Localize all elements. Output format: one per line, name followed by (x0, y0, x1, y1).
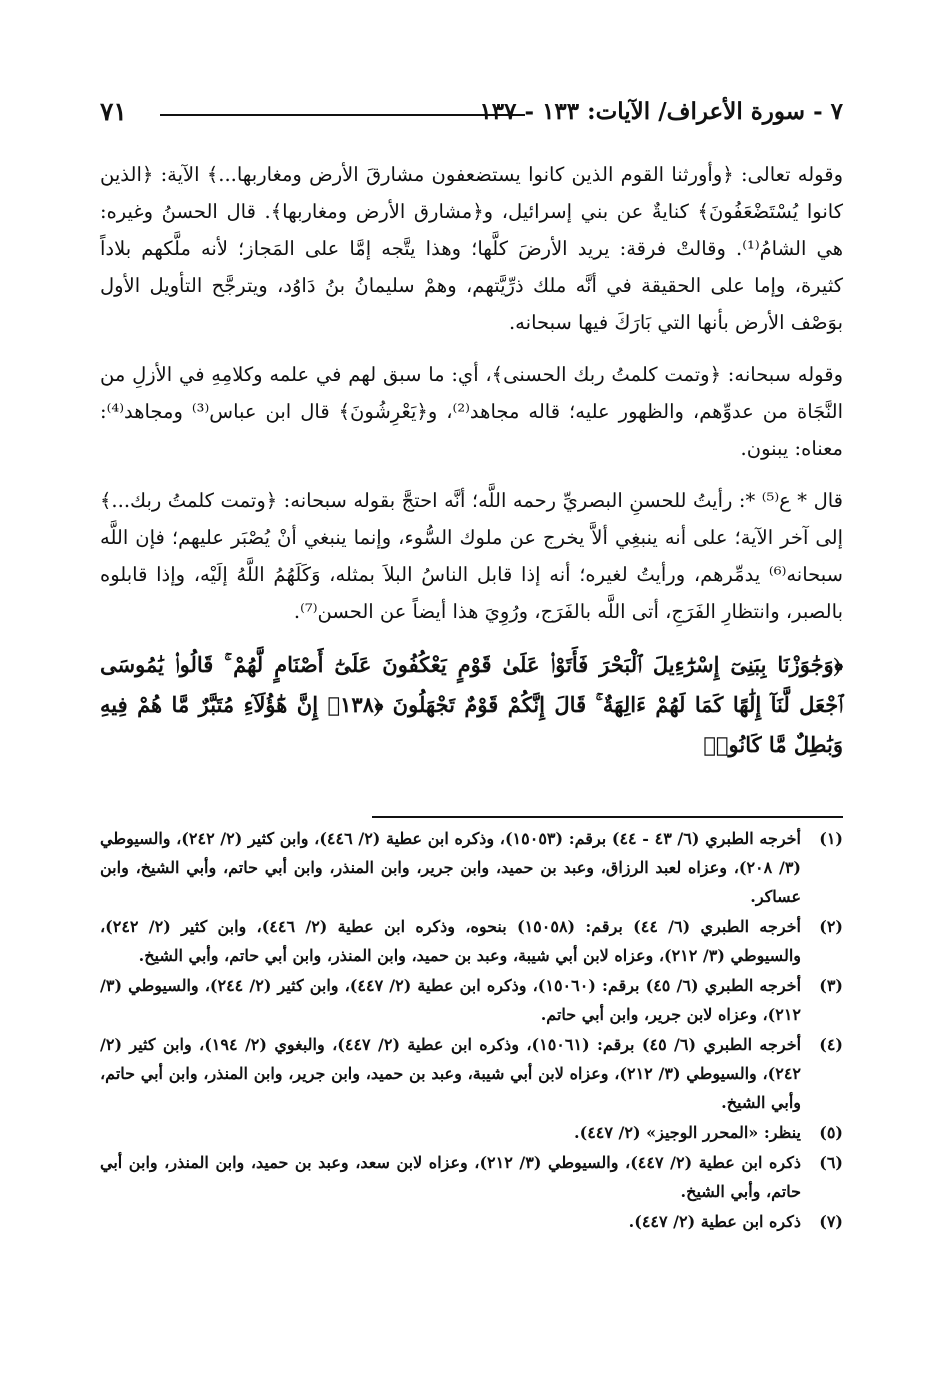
footnote (100, 971, 843, 1029)
paragraph: وقوله تعالى: ﴿وأورثنا القوم الذين كانوا يستضعفون مشارقَ الأرض ومغاربها...﴾ الآية: ﴿الذين كانوا يُسْتَضْعَفُونَ﴾ كنايةٌ عن بني إسرائيل، و﴿مشارق الأرض ومغاربها﴾. قال الحسنُ وغيره: هي الشامُ⁽¹⁾. وقالتْ فرقة: يريد الأرضَ كلَّها؛ وهذا يتَّجه إمَّا على المَجاز؛ لأنه ملَّكهم بلاداً كثيرة، وإما على الحقيقة في أنَّه ملك ذرِّيَّتهم، وهمْ سليمانُ بنُ دَاوُد، ويترجَّح التأويل الأول بوَصْف الأرض بأنها التي بَارَكَ فيها سبحانه. (100, 163, 843, 334)
paragraph: قال * ع⁽⁵⁾ *: رأيتُ للحسنِ البصريِّ رحمه اللَّه؛ أنَّه احتجَّ بقوله سبحانه: ﴿وتمت كلمتُ ربك...﴾ إلى آخر الآية؛ على أنه ينبغِي ألاَّ يخرج عن ملوك السُّوء، وإنما ينبغي أنْ يُصْبَر عليهم؛ فإن اللَّه سبحانه⁽⁶⁾ يدمِّرهم، ورأيتُ لغيره؛ أنه إذا قابل الناسُ البلاَ بمثله، وَكَلَهُمُ اللَّهُ إلَيْه، وإذا قابلوه بالصبر، وانتظارِ الفَرَجِ، أتى اللَّه بالفَرَج، ورُوِيَ هذا أيضاً عن الحسن⁽⁷⁾. (100, 489, 843, 623)
footnote (100, 912, 843, 970)
footnote-number: (٢) (819, 917, 843, 936)
main-text (100, 156, 843, 765)
footnote-number: (٧) (819, 1212, 843, 1231)
footnote (100, 1148, 843, 1206)
footnote-number: (٦) (819, 1153, 843, 1172)
footnote (100, 824, 843, 911)
page-number: ٧١ (100, 97, 127, 126)
footnotes (100, 824, 843, 1237)
footnote (100, 1207, 843, 1236)
footnote-number: (٥) (819, 1123, 843, 1142)
page-header (100, 92, 843, 132)
footnote-text: أخرجه الطبري (٦/ ٤٣ - ٤٤) برقم: (١٥٠٥٣)، وذكره ابن عطية (٢/ ٤٤٦)، وابن كثير (٢/ ٢٤٢)، والسيوطي (٣/ ٢٠٨)، وعزاه لعبد الرزاق، وعبد بن حميد، وابن جرير، وابن المنذر، وابن أبي حاتم، وأبي الشيخ، وابن عساكر. (100, 829, 802, 906)
footnote (100, 1030, 843, 1117)
footnote-text: أخرجه الطبري (٦/ ٤٥) برقم: (١٥٠٦٠)، وذكره ابن عطية (٢/ ٤٤٧)، وابن كثير (٢/ ٢٤٤)، والسيوطي (٣/ ٢١٢)، وعزاه لابن جرير، وابن أبي حاتم. (100, 976, 802, 1024)
footnote-number: (١) (819, 829, 843, 848)
footnote-number: (٣) (819, 976, 843, 995)
footnote-text: ذكره ابن عطية (٢/ ٤٤٧)، والسيوطي (٣/ ٢١٢)، وعزاه لابن سعد، وعبد بن حميد، وابن المنذر، وابن أبي حاتم، وأبي الشيخ. (100, 1153, 801, 1201)
footnote (100, 1118, 843, 1147)
footnote-number: (٤) (819, 1035, 843, 1054)
running-title: ٧ - سورة الأعراف/ الآيات: ١٣٣ - ١٣٧ (479, 98, 843, 125)
footnote-text: أخرجه الطبري (٦/ ٤٥) برقم: (١٥٠٦١)، وذكره ابن عطية (٢/ ٤٤٧)، والبغوي (٢/ ١٩٤)، وابن كثير (٢/ ٢٤٢)، والسيوطي (٣/ ٢١٢)، وعزاه لابن أبي شيبة، وعبد بن حميد، وابن جرير، وابن المنذر، وابن أبي حاتم، وأبي الشيخ. (100, 1035, 802, 1112)
header-rule (160, 114, 525, 116)
footnote-text: ينظر: «المحرر الوجيز» (٢/ ٤٤٧). (574, 1123, 801, 1142)
quran-verse: ﴿وَجَٰوَزْنَا بِبَنِىٓ إِسْرَٰٓءِيلَ ٱلْبَحْرَ فَأَتَوْا۟ عَلَىٰ قَوْمٍ يَعْكُفُونَ عَلَىٰٓ أَصْنَامٍ لَّهُمْ ۚ قَالُوا۟ يَٰمُوسَى ٱجْعَل لَّنَآ إِلَٰهًا كَمَا لَهُمْ ءَالِهَةٌ ۚ قَالَ إِنَّكُمْ قَوْمٌ تَجْهَلُونَ ﴿١٣٨﴾ إِنَّ هَٰٓؤُلَآءِ مُتَبَّرٌ مَّا هُمْ فِيهِ وَبَٰطِلٌ مَّا كَانُوا۟ (100, 652, 844, 757)
footnote-separator (372, 816, 843, 818)
paragraph: وقوله سبحانه: ﴿وتمت كلمتُ ربك الحسنى﴾، أي: ما سبق لهم في علمه وكلامِهِ في الأزلِ من النَّجَاة من عدوِّهم، والظهور عليه؛ قاله مجاهد⁽²⁾، و﴿يَعْرِشُونَ﴾ قال ابن عباس⁽³⁾ ومجاهد⁽⁴⁾: معناه: يبنون. (100, 363, 844, 460)
footnote-text: ذكره ابن عطية (٢/ ٤٤٧). (628, 1212, 801, 1231)
footnote-text: أخرجه الطبري (٦/ ٤٤) برقم: (١٥٠٥٨) بنحوه، وذكره ابن عطية (٢/ ٤٤٦)، وابن كثير (٢/ ٢٤٢)، والسيوطي (٣/ ٢١٢)، وعزاه لابن أبي شيبة، وعبد بن حميد، وابن المنذر، وابن أبي حاتم، وأبي الشيخ. (100, 917, 802, 965)
